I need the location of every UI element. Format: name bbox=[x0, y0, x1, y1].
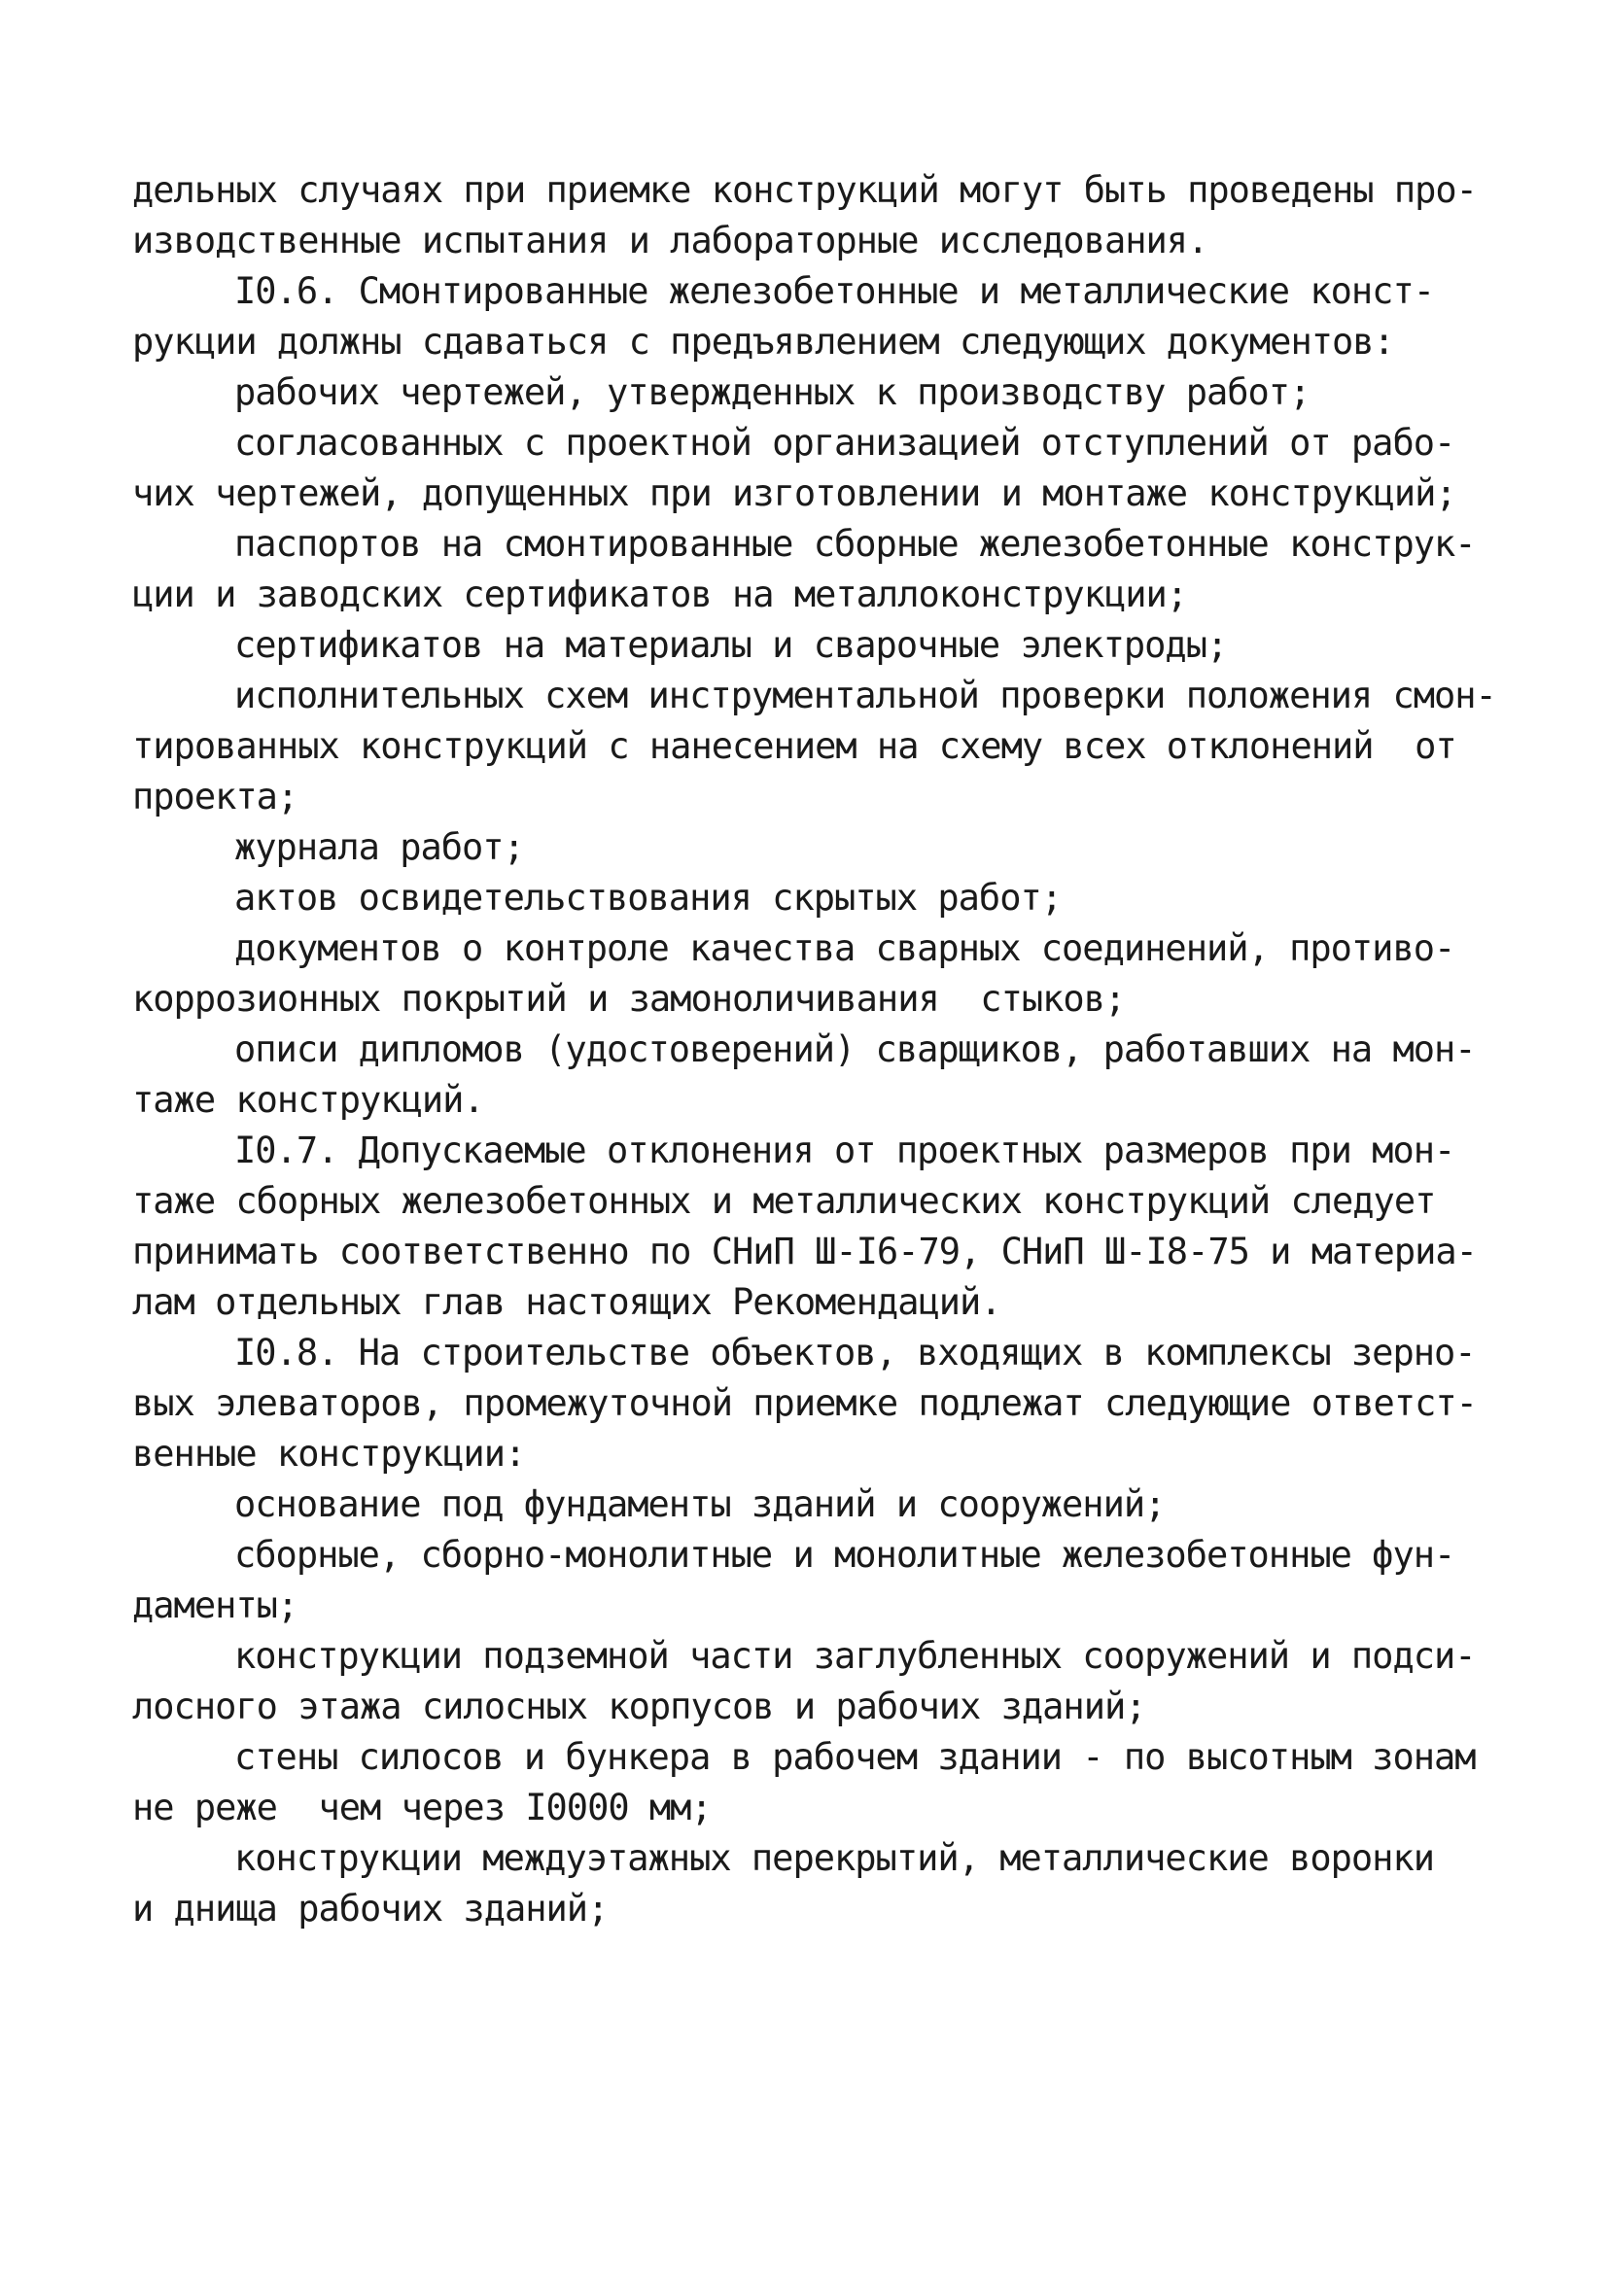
text-line: изводственные испытания и лабораторные исследования. bbox=[132, 220, 1208, 261]
text-line: коррозионных покрытий и замоноличивания стыков; bbox=[132, 978, 1126, 1020]
section-heading-10-6: I0.6. Смонтированные железобетонные и металлические конст- bbox=[234, 270, 1435, 312]
list-item: журнала работ; bbox=[234, 826, 524, 868]
list-item: сертификатов на материалы и сварочные электроды; bbox=[234, 624, 1228, 666]
list-item: основание под фундаменты зданий и сооружений; bbox=[234, 1483, 1166, 1525]
section-heading-10-7: I0.7. Допускаемые отклонения от проектных размеров при мон- bbox=[234, 1130, 1455, 1171]
list-item: паспортов на смонтированные сборные железобетонные конструк- bbox=[234, 523, 1476, 565]
text-line: и днища рабочих зданий; bbox=[132, 1888, 609, 1930]
text-line: вых элеваторов, промежуточной приемке подлежат следующие ответст- bbox=[132, 1382, 1477, 1424]
text-line: таже сборных железобетонных и металлических конструкций следует bbox=[132, 1180, 1436, 1222]
text-line: не реже чем через I0000 мм; bbox=[132, 1787, 712, 1828]
list-item: конструкции подземной части заглубленных сооружений и подси- bbox=[234, 1635, 1476, 1677]
list-item: исполнительных схем инструментальной проверки положения смон- bbox=[234, 675, 1496, 716]
text-line: рукции должны сдаваться с предъявлением следующих документов: bbox=[132, 321, 1394, 363]
text-line: тированных конструкций с нанесением на схему всех отклонений от bbox=[132, 725, 1456, 767]
list-item: описи дипломов (удостоверений) сварщиков, работавших на мон- bbox=[234, 1028, 1476, 1070]
list-item: рабочих чертежей, утвержденных к производству работ; bbox=[234, 371, 1311, 413]
list-item: сборные, сборно-монолитные и монолитные железобетонные фун- bbox=[234, 1534, 1455, 1576]
text-line: даменты; bbox=[132, 1584, 298, 1626]
text-line: дельных случаях при приемке конструкций могут быть проведены про- bbox=[132, 169, 1477, 211]
section-heading-10-8: I0.8. На строительстве объектов, входящих в комплексы зерно- bbox=[234, 1332, 1476, 1374]
list-item: конструкции междуэтажных перекрытий, металлические воронки bbox=[234, 1837, 1435, 1879]
text-line: венные конструкции: bbox=[132, 1433, 526, 1475]
text-line: лам отдельных глав настоящих Рекомендаций. bbox=[132, 1281, 1001, 1323]
list-item: документов о контроле качества сварных соединений, противо- bbox=[234, 927, 1455, 969]
list-item: актов освидетельствования скрытых работ; bbox=[234, 877, 1063, 919]
list-item: согласованных с проектной организацией отступлений от рабо- bbox=[234, 422, 1455, 464]
list-item: стены силосов и бункера в рабочем здании - по высотным зонам bbox=[234, 1736, 1476, 1778]
text-line: таже конструкций. bbox=[132, 1079, 484, 1121]
text-line: лосного этажа силосных корпусов и рабочих зданий; bbox=[132, 1686, 1146, 1727]
text-line: ции и заводских сертификатов на металлоконструкции; bbox=[132, 574, 1188, 615]
text-line: чих чертежей, допущенных при изготовлении и монтаже конструкций; bbox=[132, 472, 1456, 514]
text-line: проекта; bbox=[132, 776, 298, 818]
text-line: принимать соответственно по СНиП Ш-I6-79, СНиП Ш-I8-75 и материа- bbox=[132, 1231, 1477, 1272]
